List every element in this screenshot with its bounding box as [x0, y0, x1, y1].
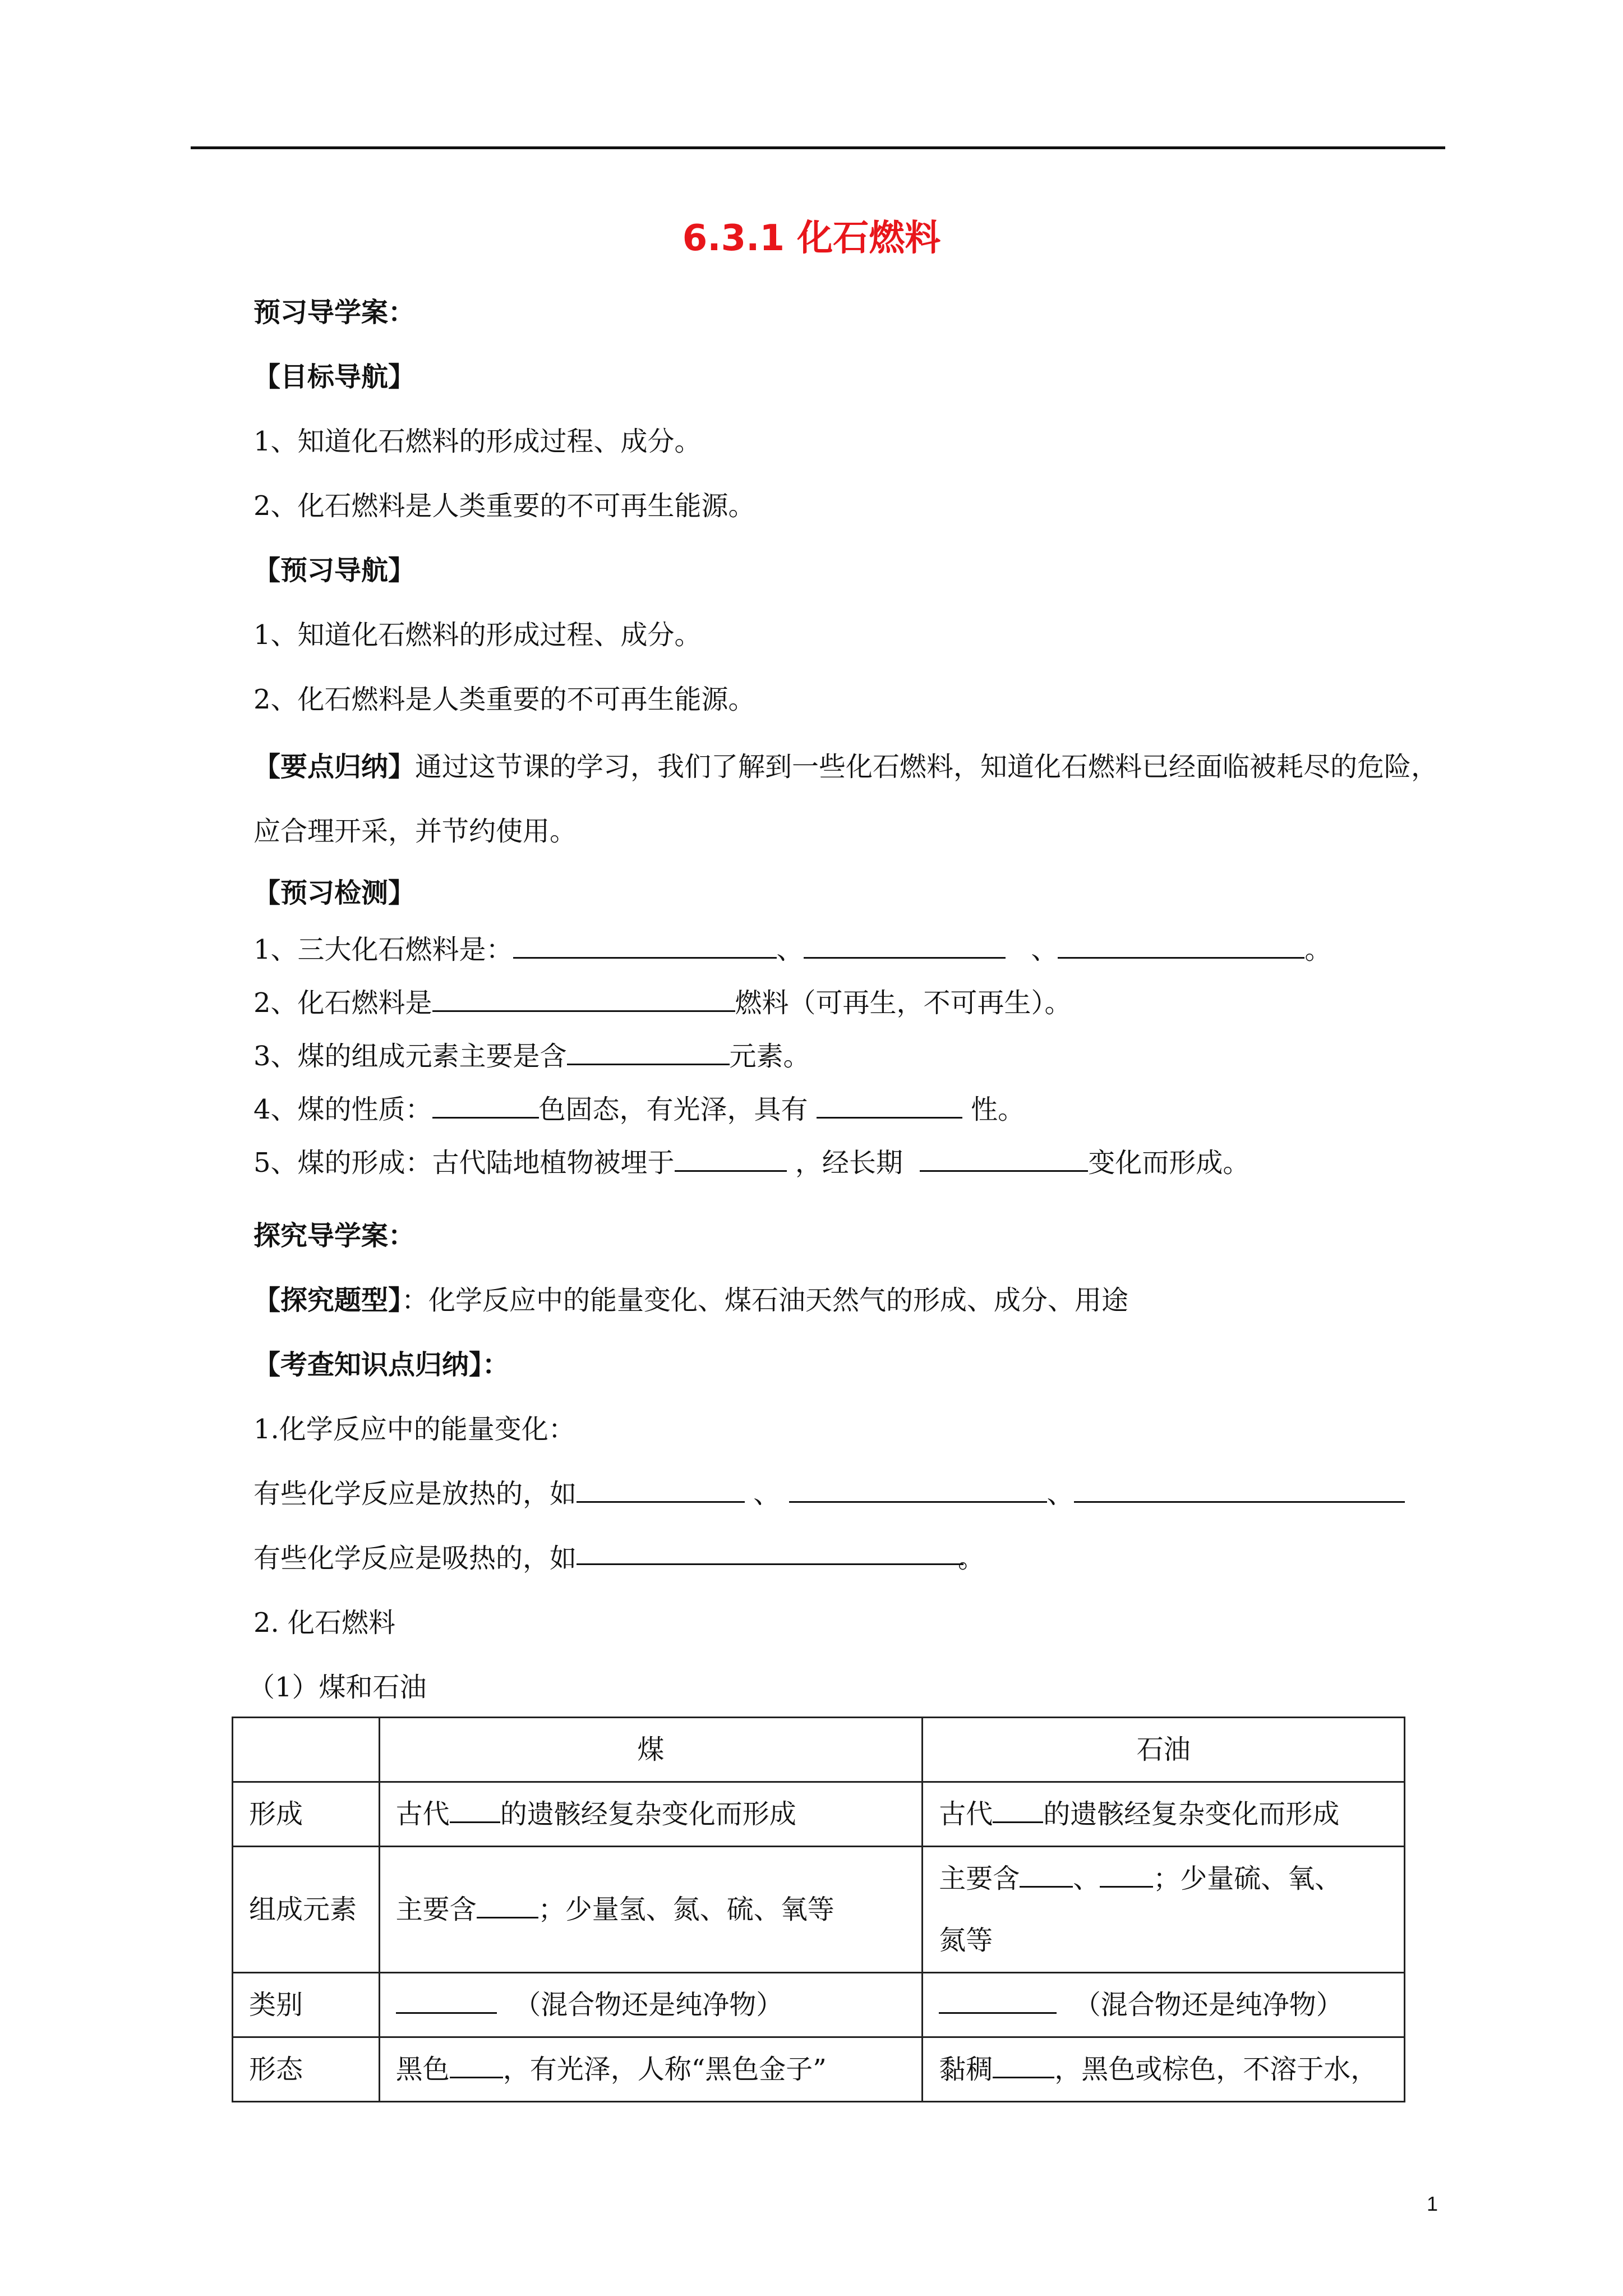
answer-blank[interactable]	[920, 1145, 1088, 1172]
answer-blank[interactable]	[817, 1092, 962, 1119]
oil-cell: （混合物还是纯净物）	[923, 1973, 1405, 2037]
summary-paragraph	[253, 735, 1445, 864]
table-row	[233, 1973, 1405, 2037]
explore-heading: 探究导学案：	[253, 1220, 416, 1251]
test-label: 【预习检测】	[253, 877, 416, 909]
answer-blank[interactable]	[1058, 932, 1304, 959]
table-row	[233, 1782, 1405, 1847]
table-row	[233, 1847, 1405, 1973]
table-header-empty	[233, 1718, 380, 1782]
coal-cell: （混合物还是纯净物）	[379, 1973, 923, 2037]
section-2-1-heading: （1）煤和石油	[248, 1672, 427, 1703]
guide-label: 【预习导航】	[253, 555, 416, 586]
answer-blank[interactable]	[675, 1145, 787, 1172]
answer-blank[interactable]	[993, 1797, 1043, 1823]
answer-blank[interactable]	[477, 1892, 538, 1918]
answer-blank[interactable]	[1100, 1861, 1153, 1888]
row-label: 组成元素	[233, 1847, 380, 1973]
preview-heading: 预习导学案：	[253, 297, 416, 328]
answer-blank[interactable]	[804, 932, 1006, 959]
exothermic-line: 有些化学反应是放热的，如 、 、	[253, 1474, 1444, 1513]
table-row	[233, 2037, 1405, 2102]
answer-blank[interactable]	[789, 1476, 1047, 1503]
oil-cell: 黏稠 ，黑色或棕色，不溶于水，	[923, 2037, 1405, 2102]
answer-blank[interactable]	[1074, 1476, 1405, 1503]
oil-cell: 古代 的遗骸经复杂变化而形成	[923, 1782, 1405, 1847]
answer-blank[interactable]	[1020, 1861, 1073, 1888]
table-header-oil: 石油	[923, 1718, 1405, 1782]
answer-blank[interactable]	[432, 986, 735, 1012]
answer-blank[interactable]	[939, 1987, 1057, 2014]
summary-text: 通过这节课的学习，我们了解到一些化石燃料，知道化石燃料已经面临被耗尽的危险，应合理开采，并节约使用。	[253, 751, 1438, 847]
section-2-heading: 2. 化石燃料	[253, 1607, 396, 1639]
answer-blank[interactable]	[450, 2052, 503, 2078]
answer-blank[interactable]	[396, 1987, 497, 2014]
summary-label: 【要点归纳】	[253, 751, 416, 783]
test-question-3: 3、煤的组成元素主要是含 元素。	[253, 1037, 1444, 1076]
goals-label: 【目标导航】	[253, 361, 416, 393]
section-1-heading: 1.化学反应中的能量变化：	[253, 1414, 575, 1445]
answer-blank[interactable]	[432, 1092, 539, 1119]
row-label: 形态	[233, 2037, 380, 2102]
oil-cell: 主要含 、 ；少量硫、氧、 氮等	[923, 1847, 1405, 1973]
test-question-5: 5、煤的形成：古代陆地植物被埋于 ，经长期 变化而形成。	[253, 1143, 1444, 1182]
test-question-4: 4、煤的性质： 色固态，有光泽，具有 性。	[253, 1090, 1444, 1129]
page-title: 6.3.1 化石燃料	[682, 218, 941, 259]
coal-oil-table	[232, 1717, 1405, 2102]
endothermic-line: 有些化学反应是吸热的，如 。	[253, 1539, 1444, 1578]
answer-blank[interactable]	[993, 2052, 1054, 2078]
guide-item: 1、知道化石燃料的形成过程、成分。	[253, 619, 702, 651]
row-label: 形成	[233, 1782, 380, 1847]
goal-item: 1、知道化石燃料的形成过程、成分。	[253, 426, 702, 457]
points-label: 【考查知识点归纳】：	[253, 1349, 510, 1381]
explore-type: 【探究题型】：化学反应中的能量变化、煤石油天然气的形成、成分、用途	[253, 1285, 1129, 1316]
coal-cell: 主要含 ；少量氢、氮、硫、氧等	[379, 1847, 923, 1973]
answer-blank[interactable]	[513, 932, 777, 959]
answer-blank[interactable]	[567, 1039, 730, 1065]
answer-blank[interactable]: 。	[577, 1539, 963, 1565]
goal-item: 2、化石燃料是人类重要的不可再生能源。	[253, 490, 755, 522]
test-question-2: 2、化石燃料是 燃料（可再生，不可再生）。	[253, 983, 1444, 1023]
guide-item: 2、化石燃料是人类重要的不可再生能源。	[253, 684, 755, 715]
answer-blank[interactable]	[450, 1797, 500, 1823]
coal-cell: 古代 的遗骸经复杂变化而形成	[379, 1782, 923, 1847]
table-header-coal: 煤	[379, 1718, 923, 1782]
table-header-row	[233, 1718, 1405, 1782]
page-number: 1	[1426, 2192, 1438, 2215]
coal-cell: 黑色 ，有光泽，人称“黑色金子”	[379, 2037, 923, 2102]
test-question-1: 1、三大化石燃料是： 、 、 。	[253, 930, 1444, 969]
answer-blank[interactable]	[577, 1476, 745, 1503]
header-rule	[191, 146, 1445, 149]
row-label: 类别	[233, 1973, 380, 2037]
